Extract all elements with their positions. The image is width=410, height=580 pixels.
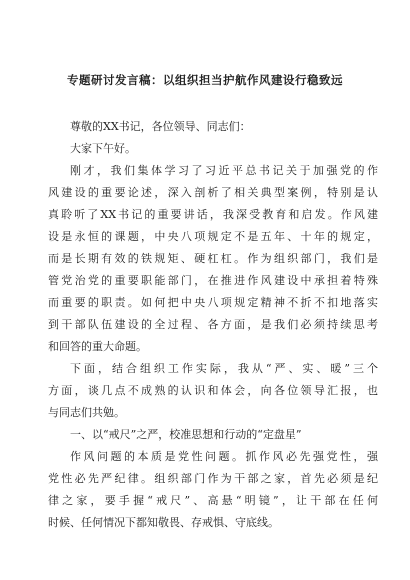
section-heading-1: [48, 424, 378, 446]
text-line: 管党治党的重要职能部门，在推进作风建设中承担着特殊: [48, 274, 378, 287]
text-line: 真聆听了XX书记的重要讲话，我深受教育和启发。作风建: [48, 208, 378, 221]
text-line: 下面，结合组织工作实际，我从“严、实、暖”三个: [70, 362, 378, 375]
salutation-line: 尊敬的XX书记，各位领导、同志们：: [70, 120, 251, 133]
paragraph-1: [48, 160, 378, 358]
text-line: 与同志们共勉。: [48, 406, 125, 419]
text-line: 方面，谈几点不成熟的认识和体会，向各位领导汇报，也: [48, 384, 378, 397]
text-line: 律之家，要手握“戒尺”、高悬“明镜”，让干部在任何: [48, 494, 378, 507]
text-line: 和回答的重大命题。: [48, 340, 147, 353]
salutation: [48, 116, 378, 160]
document-title: 专题研讨发言稿：以组织担当护航作风建设行稳致远: [67, 73, 343, 87]
text-line: 而是长期有效的铁规矩、硬杠杠。作为组织部门，我们是: [48, 252, 378, 265]
text-line: 作风问题的本质是党性问题。抓作风必先强党性，强: [70, 450, 378, 463]
text-line: 时候、任何情况下都知敬畏、存戒惧、守底线。: [48, 516, 279, 529]
paragraph-3: [48, 446, 378, 534]
heading-line: 一、以“戒尺”之严，校准思想和行动的“定盘星”: [70, 428, 302, 441]
text-line: 风建设的重要论述，深入剖析了相关典型案例，特别是认: [48, 186, 378, 199]
greeting-line: 大家下午好。: [70, 142, 136, 155]
text-line: 而重要的职责。如何把中央八项规定精神不折不扣地落实: [48, 296, 378, 309]
text-line: 设是永恒的课题，中央八项规定不是五年、十年的规定，: [48, 230, 378, 243]
text-line: 到干部队伍建设的全过程、各方面，是我们必须持续思考: [48, 318, 378, 331]
paragraph-2: [48, 358, 378, 424]
text-line: 党性必先严纪律。组织部门作为干部之家，首先必须是纪: [48, 472, 378, 485]
text-line: 刚才，我们集体学习了习近平总书记关于加强党的作: [70, 164, 378, 177]
